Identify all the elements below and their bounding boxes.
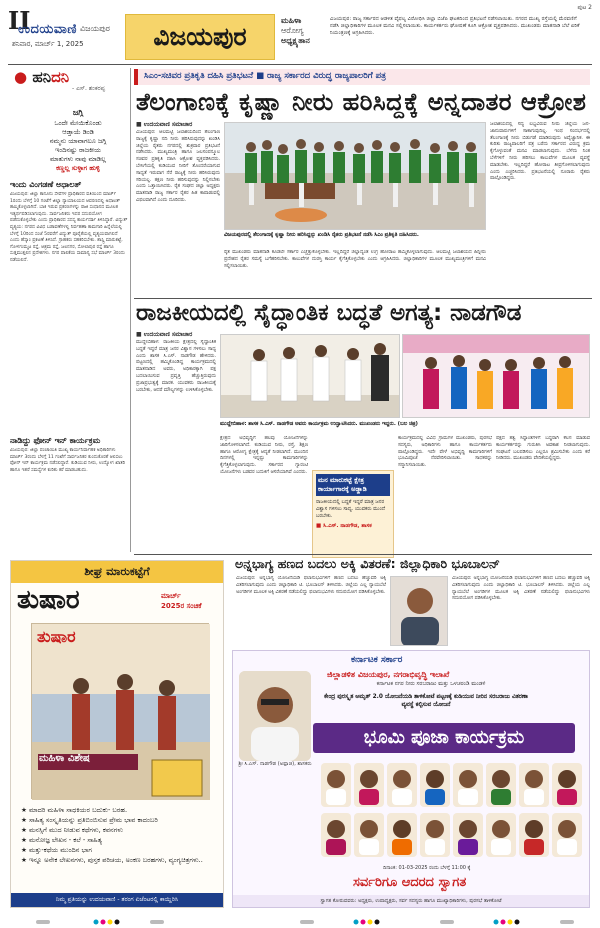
page-tag: ಪುಟ 2 <box>577 4 592 11</box>
poem-line: ಇಂದಿನಷ್ಟು ರಾಜಕೀಯ <box>55 146 101 154</box>
newspaper-brand: ಉದಯವಾಣಿ <box>18 22 77 37</box>
second-byline: ■ ಉದಯವಾಣಿ ಸಮಾಚಾರ <box>136 331 193 338</box>
contents-item: ★ ಮನಸ್ಸಿಗೆ ಮುದ ನೀಡುವ ಕಥೆಗಳು, ಕವನಗಳು <box>21 826 123 834</box>
lead-kicker: ಸಿಎಂ-ಸಚಿವರ ಪ್ರತಿಕೃತಿ ದಹಿಸಿ ಪ್ರತಿಭಟನೆ ■ ರಾಜ್ಯ ಸರ್ಕಾರದ ವಿರುದ್ಧ ರಾಜ್ಯಪಾಲರಿಗೆ ಪತ್ರ <box>134 69 590 85</box>
third-body-2: ವಿಜಯಪುರ: ಅನ್ನಭಾಗ್ಯ ಯೋಜನೆಯಡಿ ಫಲಾನುಭವಿಗಳಿಗೆ ಹಣದ ಬದಲು ಹೆಚ್ಚುವರಿ ಅಕ್ಕಿ ವಿತರಿಸಲಾಗುವುದು ಎಂದು ಜಿಲ್ಲಾಧಿಕಾರಿ ಟಿ. ಭೂಬಾಲನ್ ತಿಳಿಸಿದರು. ಜಿಲ್ಲೆಯ ಎಲ್ಲ ನ್ಯಾಯಬೆಲೆ ಅಂಗಡಿಗಳ ಮೂಲಕ ಅಕ್ಕಿ ವಿತರಣೆ ನಡೆಯಲಿದ್ದು ಫಲಾನುಭವಿಗಳು ಸದುಪಯೋಗ ಪಡಿಸಿಕೊಳ್ಳಬೇಕು. <box>452 576 590 602</box>
contents-item: ★ ಮತ್ತು-ಕಥೆಯ ಮುಂದಿನ ಭಾಗ <box>21 846 92 854</box>
top-brief: ವಿಜಯಪುರ: ರಾಜ್ಯ ಸರ್ಕಾರದ ಆಡಳಿತ ವೈಫಲ್ಯ ವಿರೋಧಿಸಿ ಜಿಲ್ಲಾ ಬಿಜೆಪಿ ಘಟಕದಿಂದ ಪ್ರತಿಭಟನೆ ನಡೆಸಲಾಯಿತು. ನಗರದ ಮುಖ್ಯ ರಸ್ತೆಯಲ್ಲಿ ಮೆರವಣಿಗೆ ನಡೆಸಿ ಜಿಲ್ಲಾಧಿಕಾರಿಗಳ ಮೂಲಕ ಮನವಿ ಸಲ್ಲಿಸಲಾಯಿತು. ಕಾರ್ಯಕರ್ತರು ಘೋಷಣೆ ಕೂಗಿ ಆಕ್ರೋಶ ವ್ಯಕ್ತಪಡಿಸಿದರು. ಮುಖಂಡರು ಮಾತನಾಡಿ ಬೆಲೆ ಏರಿಕೆ ನಿಯಂತ್ರಣಕ್ಕೆ ಆಗ್ರಹಿಸಿದರು. <box>330 16 580 36</box>
govt-title: ಕರ್ನಾಟಕ ಸರ್ಕಾರ <box>351 655 403 665</box>
poem-line: ಒಂದೇ ಮೇಯಿಕೊಂಡು <box>54 119 102 127</box>
cover-label: ಮಹಿಳಾ ವಿಶೇಷ <box>39 753 90 764</box>
event-banner: ಭೂಮಿ ಪೂಜಾ ಕಾರ್ಯಕ್ರಮ <box>313 723 575 753</box>
contents-item: ★ ಇನ್ನೂ ಅನೇಕ ಲೇಖನಗಳು, ಪುಸ್ತಕ ಪರಿಚಯ, ಅಂಕಣ ಬರಹಗಳು, ವ್ಯಂಗ್ಯಚಿತ್ರಗಳು.. <box>21 856 203 864</box>
magazine-issue-year: 2025ರ ಸಂಚಿಕೆ <box>161 602 202 610</box>
mla-name: ಶ್ರೀ ಸಿ.ಎಸ್. ನಾಡಗೌಡ (ಅಪ್ಪಾಜಿ), ಶಾಸಕರು <box>238 761 312 767</box>
section-rule <box>134 554 592 555</box>
magazine-ad[interactable] <box>10 560 224 908</box>
portrait-icon <box>239 671 311 761</box>
event-time: ದಿನಾಂಕ: 01-03-2025 ರಂದು ಬೆಳಗ್ಗೆ 11:00 ಕ್ಕೆ <box>383 865 471 871</box>
lead-body-left: ವಿಜಯಪುರ: ಆಲಮಟ್ಟಿ ಜಲಾಶಯದಿಂದ ತೆಲಂಗಾಣ ರಾಜ್ಯಕ್ಕೆ ಕೃಷ್ಣಾ ನದಿ ನೀರು ಹರಿಸಿರುವುದನ್ನು ಖಂಡಿಸಿ ಜಿಲ್ಲೆಯ ರೈತರು ನಗರದಲ್ಲಿ ಶುಕ್ರವಾರ ಪ್ರತಿಭಟನೆ ನಡೆಸಿದರು. ಮುಖ್ಯಮಂತ್ರಿ ಹಾಗೂ ಜಲಸಂಪನ್ಮೂಲ ಸಚಿವರ ಪ್ರತಿಕೃತಿ ದಹಿಸಿ ಆಕ್ರೋಶ ವ್ಯಕ್ತಪಡಿಸಿದರು. ಬೇಸಿಗೆಯಲ್ಲಿ ಕುಡಿಯುವ ನೀರಿಗೆ ತೊಂದರೆಯಾಗುವ ಸಾಧ್ಯತೆ ಇರುವಾಗ ನೆರೆ ರಾಜ್ಯಕ್ಕೆ ನೀರು ಹರಿಸಿರುವುದು ಸರಿಯಲ್ಲ. ತಕ್ಷಣ ನೀರು ಹರಿಸುವುದನ್ನು ನಿಲ್ಲಿಸಬೇಕು ಎಂದು ಒತ್ತಾಯಿಸಿದರು. ರೈತ ಸಂಘದ ಜಿಲ್ಲಾ ಅಧ್ಯಕ್ಷರು ಮಾತನಾಡಿ ರಾಜ್ಯ ಸರ್ಕಾರ ರೈತರ ಹಿತ ಕಾಪಾಡುವಲ್ಲಿ ವಿಫಲವಾಗಿದೆ ಎಂದು ದೂರಿದರು. <box>136 130 220 203</box>
hanidani-a: ಹನಿ <box>32 68 52 86</box>
lead-caption: ವಿಜಯಪುರದಲ್ಲಿ ತೆಲಂಗಾಣಕ್ಕೆ ಕೃಷ್ಣಾ ನೀರು ಹರಿಸಿದ್ದನ್ನು ಖಂಡಿಸಿ ರೈತರು ಪ್ರತಿಭಟನೆ ನಡೆಸಿ ಸಿಎಂ ಪ್ರತಿಕೃತಿ ದಹಿಸಿದರು. <box>224 232 419 238</box>
registration-dots <box>0 917 600 927</box>
poem-title: ಜಗ್ಗಿ <box>72 108 84 117</box>
second-body-2: ಕ್ಷೇತ್ರದ ಅಭಿವೃದ್ಧಿಗೆ ಹಲವು ಯೋಜನೆಗಳನ್ನು ಜಾರಿಗೊಳಿಸಲಾಗಿದೆ. ಕುಡಿಯುವ ನೀರು, ರಸ್ತೆ, ಶಿಕ್ಷಣ ಹಾಗೂ ಆರೋಗ್ಯ ಕ್ಷೇತ್ರಕ್ಕೆ ಆದ್ಯತೆ ನೀಡಲಾಗಿದೆ. ಮುಂದಿನ ದಿನಗಳಲ್ಲಿ ಇನ್ನಷ್ಟು ಕಾಮಗಾರಿಗಳನ್ನು ಕೈಗೆತ್ತಿಕೊಳ್ಳಲಾಗುವುದು. ಸರ್ಕಾರದ ಗ್ಯಾರಂಟಿ ಯೋಜನೆಗಳು ಬಡವರ ಬದುಕಿಗೆ ಆಸರೆಯಾಗಿವೆ ಎಂದರು. <box>220 436 308 475</box>
third-body: ವಿಜಯಪುರ: ಅನ್ನಭಾಗ್ಯ ಯೋಜನೆಯಡಿ ಫಲಾನುಭವಿಗಳಿಗೆ ಹಣದ ಬದಲು ಹೆಚ್ಚುವರಿ ಅಕ್ಕಿ ವಿತರಿಸಲಾಗುವುದು ಎಂದು ಜಿಲ್ಲಾಧಿಕಾರಿ ಟಿ. ಭೂಬಾಲನ್ ತಿಳಿಸಿದರು. ಜಿಲ್ಲೆಯ ಎಲ್ಲ ನ್ಯಾಯಬೆಲೆ ಅಂಗಡಿಗಳ ಮೂಲಕ ಅಕ್ಕಿ ವಿತರಣೆ ನಡೆಯಲಿದ್ದು ಫಲಾನುಭವಿಗಳು ಸದುಪಯೋಗ ಪಡಿಸಿಕೊಳ್ಳಬೇಕು. <box>236 576 386 595</box>
contents-item: ★ ಮಾದರಿ ಮಹಿಳಾ ಸಾಧಕಿಯರ ಬದುಕು- ಬರಹ. <box>21 806 128 814</box>
welcome-text: ಸರ್ವರಿಗೂ ಆದರದ ಸ್ವಾಗತ <box>353 875 467 890</box>
second-photo-left <box>220 334 400 418</box>
poem-line: ಆಡ್ತಾಯೆ ಡಿಂಡಿ <box>62 128 94 136</box>
edition-title: ವಿಜಯಪುರ <box>125 14 275 60</box>
quote-text: ರಾಜಕೀಯದಲ್ಲಿ ಬದ್ಧತೆ ಇದ್ದರೆ ಮಾತ್ರ ಜನರ ವಿಶ್ವಾಸ ಗಳಿಸಲು ಸಾಧ್ಯ. ಯುವಕರು ಮುಂದೆ ಬರಬೇಕು. <box>316 499 386 519</box>
quote-heading: ಮನ ಮಾರುಕಟ್ಟೆ ಕ್ಷೇತ್ರ ಕಾರ್ಯಾಗಾರಕ್ಕೆ ಅಡ್ಡಾಡಿ <box>316 474 390 496</box>
govt-scheme: ಕೇಂದ್ರ ಪುರಸ್ಕೃತ ಅಮೃತ್ 2.0 ಯೋಜನೆಯಡಿ ತಾಳಿಕೋಟೆ ಪಟ್ಟಣಕ್ಕೆ ಕುಡಿಯುವ ನೀರಿನ ಸರಬರಾಜು ವಿತರಣಾ ವ್ಯವಸ್ಥೆ ಕಲ್ಪಿಸುವ ಯೋಜನೆ <box>324 694 528 708</box>
hanidani-icon: ● <box>14 68 28 86</box>
ad-tagline: ಶೀಘ್ರ ಮಾರುಕಟ್ಟೆಗೆ <box>11 561 223 583</box>
second-headline: ರಾಜಕೀಯದಲ್ಲಿ ಸೈದ್ಧಾಂತಿಕ ಬದ್ಧತೆ ಅಗತ್ಯ: ನಾಡಗೌಡ <box>136 300 522 326</box>
lead-photo <box>224 122 486 230</box>
dignitary-faces <box>319 761 585 861</box>
govt-sub: ಕರ್ನಾಟಕ ನಗರ ನೀರು ಸರಬರಾಜು ಮತ್ತು ಒಳಚರಂಡಿ ಮಂಡಳಿ <box>376 681 486 687</box>
magazine-name: ತುಷಾರ <box>17 585 80 615</box>
magazine-contents <box>21 805 217 865</box>
lead-body-right: ಜಲಾಶಯದಲ್ಲಿ ಸದ್ಯ ಲಭ್ಯವಿರುವ ನೀರು ಜಿಲ್ಲೆಯ ಜನ-ಜಾನುವಾರುಗಳಿಗೆ ಸಾಕಾಗುವುದಿಲ್ಲ. ಇಂಥ ಸಂದರ್ಭದಲ್ಲಿ ತೆಲಂಗಾಣಕ್ಕೆ ನೀರು ಬಿಡುಗಡೆ ಮಾಡಿರುವುದು ಅವೈಜ್ಞಾನಿಕ. ಈ ಕುರಿತು ರಾಜ್ಯಪಾಲರಿಗೆ ಪತ್ರ ಬರೆದು ಸರ್ಕಾರದ ವಿರುದ್ಧ ಕ್ರಮ ಕೈಗೊಳ್ಳುವಂತೆ ಮನವಿ ಮಾಡಲಾಗುವುದು. ಬೆಳೆದು ನಿಂತ ಬೆಳೆಗಳಿಗೆ ನೀರು ಹರಿಸಲು ಕಾಲುವೆಗಳ ಮೂಲಕ ವ್ಯವಸ್ಥೆ ಮಾಡಬೇಕು. ಇಲ್ಲದಿದ್ದರೆ ಹೋರಾಟ ತೀವ್ರಗೊಳಿಸಲಾಗುವುದು ಎಂದು ಎಚ್ಚರಿಸಿದರು. ಪ್ರತಿಭಟನೆಯಲ್ಲಿ ನೂರಾರು ರೈತರು ಪಾಲ್ಗೊಂಡಿದ್ದರು. <box>490 122 590 182</box>
hanidani-b: ದನಿ <box>51 68 70 86</box>
contents-item: ★ ಮನೋಜ್ಞ ಲೇಖನ - ಕಲೆ - ಸಾಹಿತ್ಯ <box>21 836 103 844</box>
hanidani-logo <box>14 68 69 86</box>
page-number: II <box>8 6 31 35</box>
collector-photo <box>390 576 448 646</box>
protest-photo <box>225 123 486 230</box>
felicitation-photo <box>403 335 590 418</box>
masthead-rule <box>8 64 592 65</box>
second-caption: ಮುದ್ದೇಬಿಹಾಳ: ಶಾಸಕ ಸಿ.ಎಸ್. ನಾಡಗೌಡ ಅವರು ಕಾರ್ಯಕ್ರಮ ಉದ್ಘಾಟಿಸಿದರು. ಮುಖಂಡರು ಇದ್ದರು. (ಬಲ ಚಿತ್ರ) <box>220 421 418 427</box>
brief-heading: ಇಂದು ವಿಂಗಡಣೆ ಅಧಾಲತ್ <box>10 180 82 189</box>
magazine-issue <box>161 591 202 611</box>
brief-body: ವಿಜಯಪುರ: ಜಿಲ್ಲಾ ಪಂಚಾಯಿತಿ ಮುಖ್ಯ ಕಾರ್ಯನಿರ್ವಾಹಕ ಅಧಿಕಾರಿಗಳು ಮಾರ್ಚ್ 3ರಂದು ಬೆಳಗ್ಗೆ 11 ಗಂಟೆಗೆ ಸಾರ್ವಜನಿಕರ ಕುಂದುಕೊರತೆ ಆಲಿಸಲು ಫೋನ್ ಇನ್ ಕಾರ್ಯಕ್ರಮ ನಡೆಸಲಿದ್ದಾರೆ. ಕುಡಿಯುವ ನೀರು, ಉದ್ಯೋಗ ಖಾತರಿ ಹಾಗೂ ಇತರೆ ಸಮಸ್ಯೆಗಳ ಕುರಿತು ಕರೆ ಮಾಡಬಹುದು. <box>10 448 126 473</box>
lead-body-bottom: ರೈತ ಮುಖಂಡರು ಮಾತನಾಡಿ ಕೂಡಲೇ ಸರ್ಕಾರ ಎಚ್ಚೆತ್ತುಕೊಳ್ಳಬೇಕು. ಇಲ್ಲದಿದ್ದರೆ ಜಿಲ್ಲಾದ್ಯಂತ ಉಗ್ರ ಹೋರಾಟ ಹಮ್ಮಿಕೊಳ್ಳಲಾಗುವುದು. ಆಲಮಟ್ಟಿ ಜಲಾಶಯದ ಹಿನ್ನೀರು ಪ್ರದೇಶದ ರೈತರ ಸಮಸ್ಯೆ ಬಗೆಹರಿಸಬೇಕು. ಕಾಲುವೆಗಳ ದುರಸ್ತಿ ಕಾರ್ಯ ಕೈಗೆತ್ತಿಕೊಳ್ಳಬೇಕು ಎಂದು ಆಗ್ರಹಿಸಿದರು. ಜಿಲ್ಲಾಧಿಕಾರಿಗಳ ಮೂಲಕ ಮುಖ್ಯಮಂತ್ರಿಗಳಿಗೆ ಮನವಿ ಸಲ್ಲಿಸಲಾಯಿತು. <box>224 250 486 269</box>
lead-byline: ■ ಉದಯವಾಣಿ ಸಮಾಚಾರ <box>136 121 193 128</box>
dignitary-grid <box>319 761 585 861</box>
second-body-3: ಕಾರ್ಯಕ್ರಮದಲ್ಲಿ ವಿವಿಧ ಗ್ರಾಮಗಳ ಮುಖಂಡರು, ಪುರಸಭೆ ಸದಸ್ಯರು, ಅಧಿಕಾರಿಗಳು ಹಾಗೂ ಕಾರ್ಯಕರ್ತರು ಪಾಲ್ಗೊಂಡಿದ್ದರು. ಇದೇ ವೇಳೆ ಅಭಿವೃದ್ಧಿ ಕಾಮಗಾರಿಗಳಿಗೆ ಭೂಮಿಪೂಜೆ ನೆರವೇರಿಸಲಾಯಿತು. ಸಾಧಕರನ್ನು ಸನ್ಮಾನಿಸಲಾಯಿತು. <box>398 436 492 469</box>
section-rule <box>134 298 592 299</box>
second-photo-right <box>402 334 590 418</box>
second-body-1: ಮುದ್ದೇಬಿಹಾಳ: ರಾಜಕೀಯ ಕ್ಷೇತ್ರದಲ್ಲಿ ಸೈದ್ಧಾಂತಿಕ ಬದ್ಧತೆ ಇದ್ದರೆ ಮಾತ್ರ ಜನರ ವಿಶ್ವಾಸ ಗಳಿಸಲು ಸಾಧ್ಯ ಎಂದು ಶಾಸಕ ಸಿ.ಎಸ್. ನಾಡಗೌಡ ಹೇಳಿದರು. ಪಟ್ಟಣದಲ್ಲಿ ಹಮ್ಮಿಕೊಂಡಿದ್ದ ಕಾರ್ಯಕ್ರಮದಲ್ಲಿ ಮಾತನಾಡಿದ ಅವರು, ಅಧಿಕಾರಕ್ಕಾಗಿ ಪಕ್ಷ ಬದಲಾಯಿಸುವ ಪ್ರವೃತ್ತಿ ಹೆಚ್ಚುತ್ತಿರುವುದು ಪ್ರಜಾಪ್ರಭುತ್ವಕ್ಕೆ ಮಾರಕ. ಯುವಕರು ರಾಜಕೀಯಕ್ಕೆ ಬರಬೇಕು, ಆದರೆ ಮೌಲ್ಯಗಳನ್ನು ಉಳಿಸಿಕೊಳ್ಳಬೇಕು. <box>136 340 216 393</box>
third-headline: ಅನ್ನಭಾಗ್ಯ ಹಣದ ಬದಲು ಅಕ್ಕಿ ವಿತರಣೆ: ಜಿಲ್ಲಾಧಿಕಾರಿ ಭೂಬಾಲನ್ <box>235 556 500 571</box>
cover-art <box>32 624 210 800</box>
govt-footer: ಸ್ವಾಗತ ಕೋರುವವರು: ಅಧ್ಯಕ್ಷರು, ಉಪಾಧ್ಯಕ್ಷರು, ಸರ್ವ ಸದಸ್ಯರು ಹಾಗೂ ಮುಖ್ಯಾಧಿಕಾರಿಗಳು, ಪುರಸಭೆ ತಾಳಿಕೋಟೆ <box>233 895 589 907</box>
magazine-footer: ನಿಮ್ಮ ಪ್ರತಿಯನ್ನು ಉದಯವಾಣಿ - ತರಂಗ ಏಜೆಂಟರಲ್ಲಿ ಕಾಯ್ದಿರಿಸಿ <box>11 893 223 907</box>
event-photo <box>221 335 400 418</box>
second-body-4: ಪಕ್ಷದ ತತ್ವ ಸಿದ್ಧಾಂತಗಳಿಗೆ ಬದ್ಧರಾಗಿ ಕೆಲಸ ಮಾಡುವ ಕಾರ್ಯಕರ್ತರನ್ನು ಗುರುತಿಸಿ ಅವಕಾಶ ನೀಡಲಾಗುವುದು. ಸಂಘಟನೆ ಬಲಪಡಿಸಲು ಎಲ್ಲರೂ ಶ್ರಮಿಸಬೇಕು ಎಂದು ಕರೆ ನೀಡಿದರು. ಮುಖಂಡರು ವೇದಿಕೆಯಲ್ಲಿದ್ದರು. <box>496 436 590 462</box>
magazine-month: ಮಾರ್ಚ್ <box>161 592 181 600</box>
govt-dept: ಜಿಲ್ಲಾಡಳಿತ ವಿಜಯಪುರ, ನಗರಾಭಿವೃದ್ಧಿ ಇಲಾಖೆ <box>327 670 450 679</box>
brand-city: ವಿಜಯಪುರ <box>80 24 110 33</box>
issue-date: ಶನಿವಾರ, ಮಾರ್ಚ್ 1, 2025 <box>12 40 84 48</box>
mla-portrait <box>239 671 311 761</box>
brief-body: ವಿಜಯಪುರ: ಜಿಲ್ಲಾ ಕಾನೂನು ಸೇವೆಗಳ ಪ್ರಾಧಿಕಾರದ ವತಿಯಿಂದ ಮಾರ್ಚ್ 1ರಂದು ಬೆಳಗ್ಗೆ 10 ಗಂಟೆಗೆ ಜಿಲ್ಲಾ ನ್ಯಾಯಾಲಯದ ಆವರಣದಲ್ಲಿ ಅಧಾಲತ್ ಹಮ್ಮಿಕೊಳ್ಳಲಾಗಿದೆ. ಬಾಕಿ ಇರುವ ಪ್ರಕರಣಗಳನ್ನು ರಾಜಿ ಸಂಧಾನದ ಮೂಲಕ ಇತ್ಯರ್ಥಪಡಿಸಲಾಗುವುದು. ಸಾರ್ವಜನಿಕರು ಇದರ ಸದುಪಯೋಗ ಪಡೆದುಕೊಳ್ಳಬೇಕು ಎಂದು ಪ್ರಾಧಿಕಾರದ ಸದಸ್ಯ ಕಾರ್ಯದರ್ಶಿ ತಿಳಿಸಿದ್ದಾರೆ. ವಿದ್ಯುತ್ ವ್ಯತ್ಯಯ: ನಗರದ ವಿವಿಧ ಬಡಾವಣೆಗಳಲ್ಲಿ ನಿರ್ವಹಣಾ ಕಾಮಗಾರಿ ಹಿನ್ನೆಲೆಯಲ್ಲಿ ಬೆಳಗ್ಗೆ 10ರಿಂದ ಸಂಜೆ 5ರವರೆಗೆ ವಿದ್ಯುತ್ ಪೂರೈಕೆಯಲ್ಲಿ ವ್ಯತ್ಯಯವಾಗಲಿದೆ ಎಂದು ಹೆಸ್ಕಾಂ ಪ್ರಕಟಣೆ ತಿಳಿಸಿದೆ. ಗ್ರಾಹಕರು ಸಹಕರಿಸಬೇಕು. ಶಾಸ್ತ್ರಿ ಮಾರುಕಟ್ಟೆ, ಗೋಳಗುಮ್ಮಟ ರಸ್ತೆ, ಆಶ್ರಮ ರಸ್ತೆ, ಜಲನಗರ, ಸೋಲಾಪುರ ರಸ್ತೆ ಹಾಗೂ ಸುತ್ತಮುತ್ತಲಿನ ಪ್ರದೇಶಗಳು. ನಗರ ಪಾಲಿಕೆಯ ಸಾಮಾನ್ಯ ಸಭೆ ಮಾರ್ಚ್ 3ರಂದು ನಡೆಯಲಿದೆ. <box>10 192 128 263</box>
column-rule <box>130 68 131 552</box>
govt-ad[interactable] <box>232 650 590 908</box>
poem <box>32 108 124 173</box>
brief-heading: ನಾಡಿದ್ದು ಫೋನ್ ಇನ್ ಕಾರ್ಯಕ್ರಮ <box>10 436 101 445</box>
teaser-line: ಆರೋಗ್ಯ <box>281 26 304 35</box>
poem-line: ಮಾತುಗಳು ನಾವು ಮಾಡಿಲ್ಲ <box>50 155 106 163</box>
quote-box <box>312 470 394 558</box>
hanidani-author: - ಎಸ್. ಶಂಕರಪ್ಪ <box>72 85 105 92</box>
magazine-cover <box>31 623 209 799</box>
print-registration-marks <box>0 912 600 922</box>
contents-item: ★ ಸಾಹಿತ್ಯ ಸಂಸ್ಕೃತಿಯನ್ನು ಪ್ರತಿಬಿಂಬಿಸುವ ಪ್ರೇಮ ಭಾವ ಕಾದಂಬರಿ <box>21 816 158 824</box>
poem-line: ನಮ್ಮನು ಯಾವಾಗಲೂ ಜಗ್ಗಿ <box>49 137 107 145</box>
lead-headline: ತೆಲಂಗಾಣಕ್ಕೆ ಕೃಷ್ಣಾ ನೀರು ಹರಿಸಿದ್ದಕ್ಕೆ ಅನ್ನದಾತರ ಆಕ್ರೋಶ <box>136 88 587 116</box>
quote-author: ■ ಸಿ.ಎಸ್. ನಾಡಗೌಡ, ಶಾಸಕ <box>316 523 372 529</box>
teaser-line: ಅಧ್ಯಕ್ಷ್ಯತಾನ <box>281 36 310 45</box>
poem-highlight: ಕಣ್ಣಲ್ಲ ಸುಳ್ಳಾಗ ಹುಳ್ಳಿ <box>56 164 100 172</box>
cover-title: ತುಷಾರ <box>37 627 76 646</box>
teaser-line: ಮಹಿಳಾ <box>281 16 302 25</box>
portrait-icon <box>391 577 448 646</box>
